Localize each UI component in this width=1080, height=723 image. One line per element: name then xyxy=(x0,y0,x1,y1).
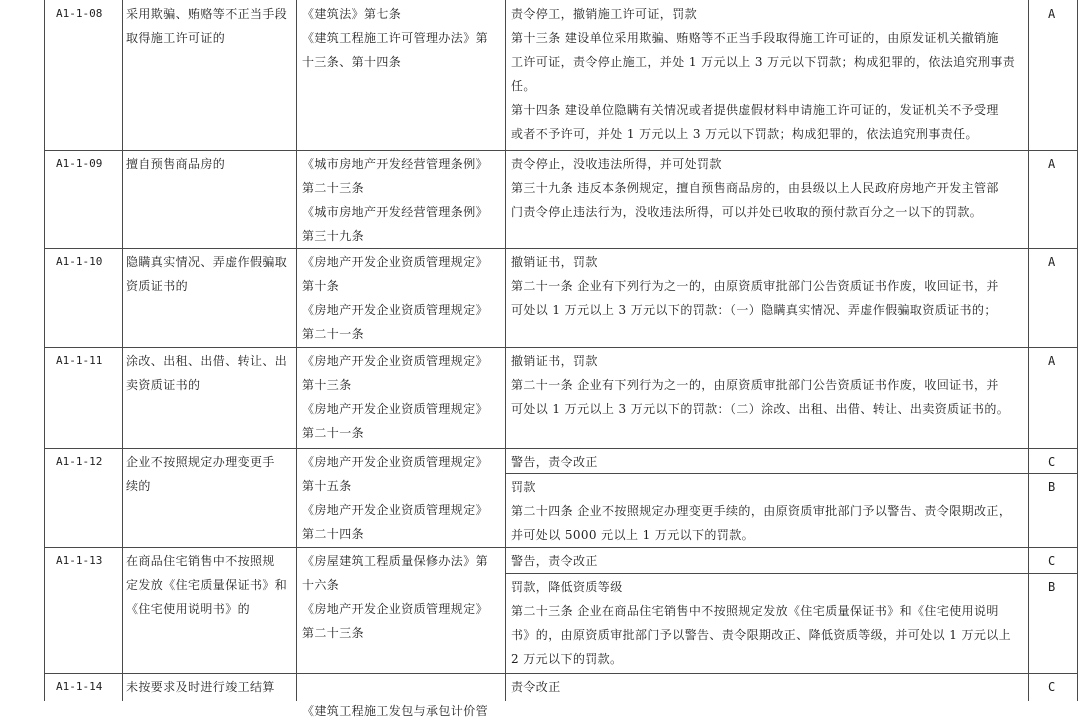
item-description: 资质证书的 xyxy=(126,279,189,293)
penalty-text: 第二十一条 企业有下列行为之一的，由原资质审批部门公告资质证书作废，收回证书，并 xyxy=(511,378,999,392)
penalty-text: 可处以 1 万元以上 3 万元以下的罚款：（一）隐瞒真实情况、弄虚作假骗取资质证书的； xyxy=(511,303,997,317)
item-description: 在商品住宅销售中不按照规 xyxy=(126,554,275,568)
penalty-text: 第三十九条 违反本条例规定，擅自预售商品房的，由县级以上人民政府房地产开发主管部 xyxy=(511,181,999,195)
table-column-divider xyxy=(122,0,123,701)
legal-basis: 《房地产开发企业资质管理规定》 xyxy=(302,455,489,469)
item-description: 企业不按照规定办理变更手 xyxy=(126,455,275,469)
legal-basis: 《建筑工程施工许可管理办法》第 xyxy=(302,31,489,45)
penalty-text: 责令停止，没收违法所得，并可处罚款 xyxy=(511,157,722,171)
item-description: 续的 xyxy=(126,479,151,493)
legal-basis: 第十五条 xyxy=(302,479,352,493)
table-row-divider xyxy=(44,347,1078,348)
item-description: 涂改、出租、出借、转让、出 xyxy=(126,354,288,368)
penalty-text: 责令改正 xyxy=(511,680,561,694)
legal-basis: 十三条、第十四条 xyxy=(302,55,402,69)
table-row-divider xyxy=(44,448,1078,449)
legal-basis: 《房地产开发企业资质管理规定》 xyxy=(302,602,489,616)
legal-basis: 第十三条 xyxy=(302,378,352,392)
item-description: 擅自预售商品房的 xyxy=(126,157,226,171)
penalty-text: 工许可证，责令停止施工，并处 1 万元以上 3 万元以下罚款；构成犯罪的，依法追究刑事责 xyxy=(511,55,1016,69)
penalty-text: 罚款，降低资质等级 xyxy=(511,580,623,594)
legal-basis: 《城市房地产开发经营管理条例》 xyxy=(302,157,489,171)
table-row-divider xyxy=(44,673,1078,674)
row-code: A1-1-13 xyxy=(56,554,103,567)
penalty-text: 撤销证书，罚款 xyxy=(511,255,598,269)
penalty-text: 可处以 1 万元以上 3 万元以下的罚款：（二）涂改、出租、出借、转让、出卖资质证书的。 xyxy=(511,402,1010,416)
grade-cell: A xyxy=(1048,354,1056,368)
penalty-text: 并可处以 5000 元以上 1 万元以下的罚款。 xyxy=(511,528,755,542)
penalty-text: 第十四条 建设单位隐瞒有关情况或者提供虚假材料申请施工许可证的，发证机关不予受理 xyxy=(511,103,999,117)
table-column-divider xyxy=(505,0,506,701)
table-row-divider xyxy=(505,573,1078,574)
grade-cell: A xyxy=(1048,157,1056,171)
row-code: A1-1-14 xyxy=(56,680,103,693)
grade-cell: C xyxy=(1048,680,1056,694)
penalty-text: 或者不予许可，并处 1 万元以上 3 万元以下罚款；构成犯罪的，依法追究刑事责任。 xyxy=(511,127,978,141)
legal-basis: 第二十一条 xyxy=(302,426,365,440)
table-row-divider xyxy=(44,248,1078,249)
item-description: 定发放《住宅质量保证书》和 xyxy=(126,578,288,592)
item-description: 采用欺骗、贿赂等不正当手段 xyxy=(126,7,288,21)
row-code: A1-1-10 xyxy=(56,255,103,268)
item-description: 隐瞒真实情况、弄虚作假骗取 xyxy=(126,255,288,269)
penalty-text: 警告，责令改正 xyxy=(511,554,598,568)
item-description: 取得施工许可证的 xyxy=(126,31,226,45)
legal-basis: 第二十三条 xyxy=(302,626,365,640)
legal-basis: 第二十一条 xyxy=(302,327,365,341)
legal-basis: 《房屋建筑工程质量保修办法》第 xyxy=(302,554,489,568)
legal-basis: 《建筑工程施工发包与承包计价管 xyxy=(302,704,489,718)
legal-basis: 第二十四条 xyxy=(302,527,365,541)
grade-cell: A xyxy=(1048,255,1056,269)
penalty-text: 警告，责令改正 xyxy=(511,455,598,469)
table-row-divider xyxy=(44,150,1078,151)
penalty-text: 2 万元以下的罚款。 xyxy=(511,652,623,666)
grade-cell: B xyxy=(1048,580,1056,594)
legal-basis: 《房地产开发企业资质管理规定》 xyxy=(302,255,489,269)
legal-basis: 《城市房地产开发经营管理条例》 xyxy=(302,205,489,219)
row-code: A1-1-12 xyxy=(56,455,103,468)
row-code: A1-1-09 xyxy=(56,157,103,170)
penalty-text: 门责令停止违法行为，没收违法所得，可以并处已收取的预付款百分之一以下的罚款。 xyxy=(511,205,983,219)
row-code: A1-1-08 xyxy=(56,7,103,20)
penalty-text: 罚款 xyxy=(511,480,536,494)
row-code: A1-1-11 xyxy=(56,354,103,367)
item-description: 卖资质证书的 xyxy=(126,378,201,392)
penalty-text: 第二十一条 企业有下列行为之一的，由原资质审批部门公告资质证书作废，收回证书，并 xyxy=(511,279,999,293)
penalty-text: 责令停工，撤销施工许可证，罚款 xyxy=(511,7,698,21)
table-row-divider xyxy=(44,547,1078,548)
penalty-text: 书》的，由原资质审批部门予以警告、责令限期改正、降低资质等级，并可处以 1 万元以上 xyxy=(511,628,1012,642)
table-column-divider xyxy=(1077,0,1078,701)
penalty-text: 第二十四条 企业不按照规定办理变更手续的，由原资质审批部门予以警告、责令限期改正， xyxy=(511,504,1012,518)
grade-cell: B xyxy=(1048,480,1056,494)
grade-cell: C xyxy=(1048,554,1056,568)
table-column-divider xyxy=(1028,0,1029,701)
penalty-text: 第二十三条 企业在商品住宅销售中不按照规定发放《住宅质量保证书》和《住宅使用说明 xyxy=(511,604,999,618)
item-description: 未按要求及时进行竣工结算 xyxy=(126,680,275,694)
penalty-text: 第十三条 建设单位采用欺骗、贿赂等不正当手段取得施工许可证的，由原发证机关撤销施 xyxy=(511,31,999,45)
legal-basis: 第十条 xyxy=(302,279,340,293)
legal-basis: 《房地产开发企业资质管理规定》 xyxy=(302,503,489,517)
legal-basis: 十六条 xyxy=(302,578,340,592)
penalty-text: 任。 xyxy=(511,79,536,93)
legal-basis: 《房地产开发企业资质管理规定》 xyxy=(302,303,489,317)
legal-basis: 第三十九条 xyxy=(302,229,365,243)
table-column-divider xyxy=(296,0,297,701)
legal-basis: 《房地产开发企业资质管理规定》 xyxy=(302,402,489,416)
grade-cell: C xyxy=(1048,455,1056,469)
legal-basis: 第二十三条 xyxy=(302,181,365,195)
legal-basis: 《房地产开发企业资质管理规定》 xyxy=(302,354,489,368)
grade-cell: A xyxy=(1048,7,1056,21)
item-description: 《住宅使用说明书》的 xyxy=(126,602,251,616)
penalty-text: 撤销证书，罚款 xyxy=(511,354,598,368)
table-column-divider xyxy=(44,0,45,701)
legal-basis: 《建筑法》第七条 xyxy=(302,7,402,21)
